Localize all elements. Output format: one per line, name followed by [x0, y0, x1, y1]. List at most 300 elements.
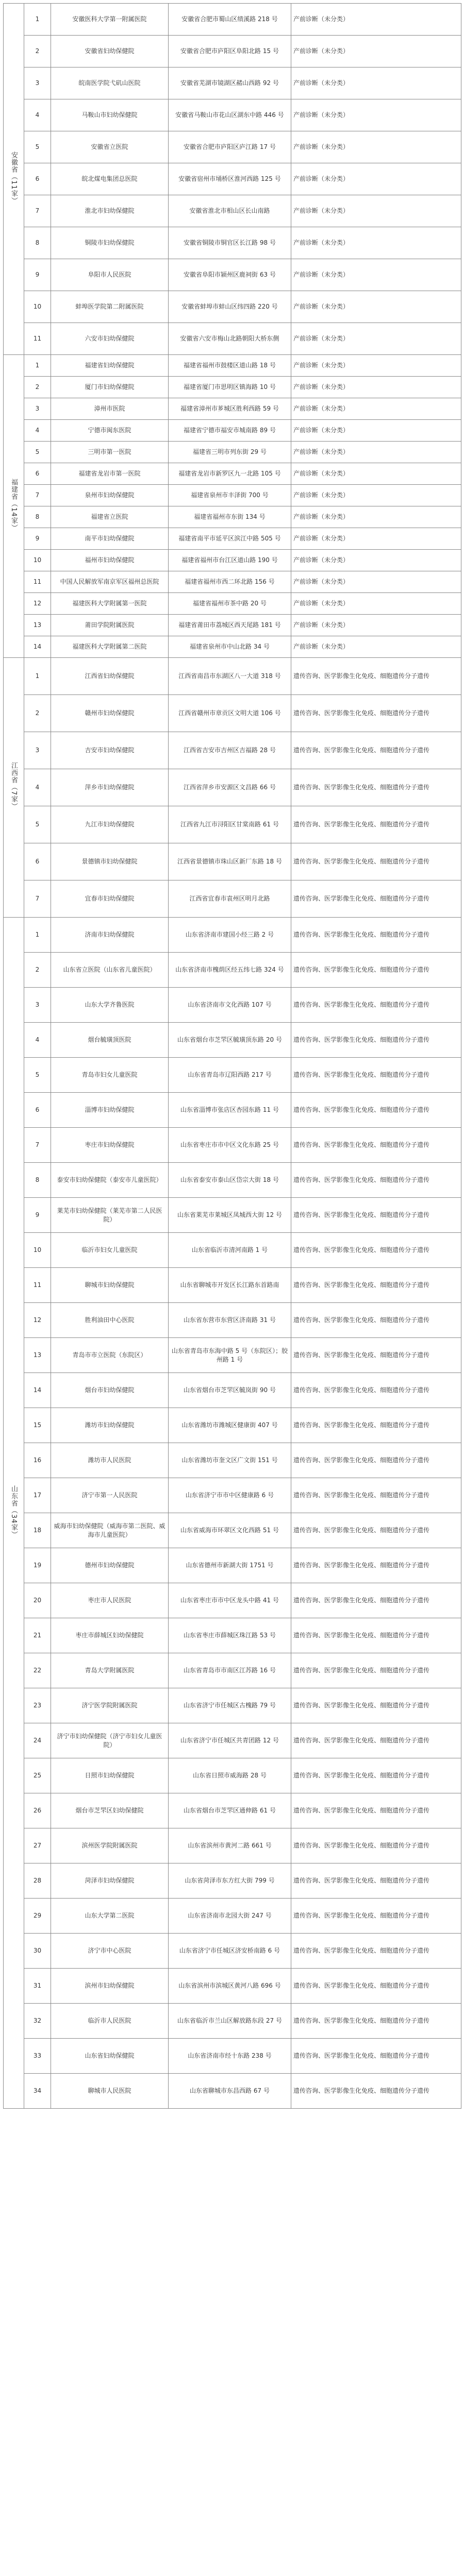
- hospital-address: 江西省赣州市章贡区文明大道 106 号: [169, 695, 291, 732]
- service-scope: 产前诊断（未分类）: [291, 463, 461, 485]
- table-row: [4, 615, 461, 636]
- hospital-name: 福建省立医院: [51, 506, 169, 528]
- row-number: 33: [24, 2039, 51, 2074]
- service-scope: 遗传咨询、医学影像生化免疫、细胞遗传分子遗传: [291, 1758, 461, 1793]
- row-number: 18: [24, 1513, 51, 1548]
- hospital-name: 六安市妇幼保健院: [51, 323, 169, 355]
- row-number: 12: [24, 593, 51, 615]
- row-number: 3: [24, 988, 51, 1023]
- service-scope: 产前诊断（未分类）: [291, 377, 461, 398]
- service-scope: 遗传咨询、医学影像生化免疫、细胞遗传分子遗传: [291, 732, 461, 769]
- row-number: 6: [24, 163, 51, 195]
- hospital-name: 滨州市妇幼保健院: [51, 1969, 169, 2004]
- hospital-address: 山东省济宁市任城区济安桥南路 6 号: [169, 1934, 291, 1969]
- row-number: 2: [24, 377, 51, 398]
- hospital-address: 福建省厦门市思明区镇海路 10 号: [169, 377, 291, 398]
- row-number: 11: [24, 323, 51, 355]
- row-number: 29: [24, 1899, 51, 1934]
- row-number: 1: [24, 355, 51, 377]
- hospital-address: 福建省三明市列东街 29 号: [169, 442, 291, 463]
- service-scope: 遗传咨询、医学影像生化免疫、细胞遗传分子遗传: [291, 1023, 461, 1058]
- hospital-name: 青岛市市立医院（东院区）: [51, 1338, 169, 1373]
- hospital-address: 山东省潍坊市潍城区健康街 407 号: [169, 1408, 291, 1443]
- province-label: 安徽省（11家）: [10, 151, 18, 205]
- province-cell: [4, 658, 24, 918]
- service-scope: 遗传咨询、医学影像生化免疫、细胞遗传分子遗传: [291, 1128, 461, 1163]
- row-number: 10: [24, 1233, 51, 1268]
- hospital-name: 山东大学第二医院: [51, 1899, 169, 1934]
- hospital-address: 江西省萍乡市安源区文昌路 66 号: [169, 769, 291, 806]
- table-row: [4, 1303, 461, 1338]
- hospital-address: 福建省漳州市芗城区胜利西路 59 号: [169, 398, 291, 420]
- service-scope: 产前诊断（未分类）: [291, 571, 461, 593]
- row-number: 7: [24, 485, 51, 506]
- table-row: [4, 1268, 461, 1303]
- service-scope: 产前诊断（未分类）: [291, 195, 461, 227]
- hospital-address: 福建省龙岩市新罗区九一北路 105 号: [169, 463, 291, 485]
- service-scope: 遗传咨询、医学影像生化免疫、细胞遗传分子遗传: [291, 1198, 461, 1233]
- table-row: [4, 1093, 461, 1128]
- service-scope: 遗传咨询、医学影像生化免疫、细胞遗传分子遗传: [291, 1338, 461, 1373]
- hospital-address: 江西省南昌市东湖区八一大道 318 号: [169, 658, 291, 695]
- service-scope: 遗传咨询、医学影像生化免疫、细胞遗传分子遗传: [291, 2004, 461, 2039]
- hospital-address: 山东省淄博市张店区杏园东路 11 号: [169, 1093, 291, 1128]
- service-scope: 遗传咨询、医学影像生化免疫、细胞遗传分子遗传: [291, 1058, 461, 1093]
- table-row: [4, 732, 461, 769]
- row-number: 25: [24, 1758, 51, 1793]
- row-number: 9: [24, 1198, 51, 1233]
- hospital-name: 马鞍山市妇幼保健院: [51, 99, 169, 131]
- service-scope: 遗传咨询、医学影像生化免疫、细胞遗传分子遗传: [291, 1583, 461, 1618]
- table-row: [4, 131, 461, 163]
- table-row: [4, 1688, 461, 1723]
- service-scope: 产前诊断（未分类）: [291, 67, 461, 99]
- service-scope: 遗传咨询、医学影像生化免疫、细胞遗传分子遗传: [291, 1723, 461, 1758]
- service-scope: 遗传咨询、医学影像生化免疫、细胞遗传分子遗传: [291, 1093, 461, 1128]
- hospital-name: 吉安市妇幼保健院: [51, 732, 169, 769]
- table-row: [4, 67, 461, 99]
- hospital-name: 日照市妇幼保健院: [51, 1758, 169, 1793]
- row-number: 24: [24, 1723, 51, 1758]
- table-row: [4, 1653, 461, 1688]
- row-number: 34: [24, 2074, 51, 2109]
- table-row: [4, 1899, 461, 1934]
- service-scope: 遗传咨询、医学影像生化免疫、细胞遗传分子遗传: [291, 1969, 461, 2004]
- hospital-name: 潍坊市人民医院: [51, 1443, 169, 1478]
- service-scope: 遗传咨询、医学影像生化免疫、细胞遗传分子遗传: [291, 843, 461, 880]
- hospital-address: 山东省莱芜市莱城区凤城西大街 12 号: [169, 1198, 291, 1233]
- row-number: 26: [24, 1793, 51, 1828]
- table-row: [4, 291, 461, 323]
- service-scope: 产前诊断（未分类）: [291, 636, 461, 658]
- hospital-name: 莆田学院附属医院: [51, 615, 169, 636]
- hospital-address: 山东省聊城市东昌西路 67 号: [169, 2074, 291, 2109]
- hospital-address: 江西省宜春市袁州区明月北路: [169, 880, 291, 918]
- service-scope: 遗传咨询、医学影像生化免疫、细胞遗传分子遗传: [291, 1828, 461, 1863]
- service-scope: 遗传咨询、医学影像生化免疫、细胞遗传分子遗传: [291, 1373, 461, 1408]
- hospital-address: 山东省聊城市开发区长江路东首路南: [169, 1268, 291, 1303]
- table-row: [4, 806, 461, 843]
- hospital-address: 山东省烟台市芝罘区毓璜顶东路 20 号: [169, 1023, 291, 1058]
- row-number: 2: [24, 695, 51, 732]
- table-row: [4, 953, 461, 988]
- hospital-name: 宜春市妇幼保健院: [51, 880, 169, 918]
- row-number: 8: [24, 1163, 51, 1198]
- hospital-address: 山东省滨州市滨城区黄河八路 696 号: [169, 1969, 291, 2004]
- table-row: [4, 571, 461, 593]
- hospital-address: 安徽省六安市梅山北路朝阳大桥东侧: [169, 323, 291, 355]
- row-number: 7: [24, 1128, 51, 1163]
- table-row: [4, 1023, 461, 1058]
- service-scope: 产前诊断（未分类）: [291, 163, 461, 195]
- hospital-address: 山东省潍坊市奎文区广文街 151 号: [169, 1443, 291, 1478]
- service-scope: 遗传咨询、医学影像生化免疫、细胞遗传分子遗传: [291, 1618, 461, 1653]
- hospital-name: 安徽省妇幼保健院: [51, 36, 169, 67]
- table-row: [4, 636, 461, 658]
- hospital-name: 安徽医科大学第一附属医院: [51, 4, 169, 36]
- hospital-name: 铜陵市妇幼保健院: [51, 227, 169, 259]
- hospital-address: 福建省泉州市中山北路 34 号: [169, 636, 291, 658]
- hospital-address: 安徽省宿州市埇桥区淮河西路 125 号: [169, 163, 291, 195]
- row-number: 2: [24, 36, 51, 67]
- row-number: 3: [24, 398, 51, 420]
- hospital-address: 福建省福州市台江区道山路 190 号: [169, 550, 291, 571]
- row-number: 14: [24, 636, 51, 658]
- row-number: 1: [24, 4, 51, 36]
- row-number: 4: [24, 99, 51, 131]
- table-row: [4, 36, 461, 67]
- hospital-name: 泰安市妇幼保健院（泰安市儿童医院）: [51, 1163, 169, 1198]
- table-row: [4, 550, 461, 571]
- row-number: 7: [24, 880, 51, 918]
- table-row: [4, 2004, 461, 2039]
- table-row: [4, 259, 461, 291]
- row-number: 2: [24, 953, 51, 988]
- hospital-name: 淮北市妇幼保健院: [51, 195, 169, 227]
- row-number: 7: [24, 195, 51, 227]
- hospital-name: 枣庄市人民医院: [51, 1583, 169, 1618]
- service-scope: 产前诊断（未分类）: [291, 442, 461, 463]
- hospital-name: 滨州医学院附属医院: [51, 1828, 169, 1863]
- hospital-name: 宁德市闽东医院: [51, 420, 169, 442]
- row-number: 20: [24, 1583, 51, 1618]
- hospital-address: 山东省威海市环翠区文化西路 51 号: [169, 1513, 291, 1548]
- table-row: [4, 1583, 461, 1618]
- table-row: [4, 769, 461, 806]
- service-scope: 产前诊断（未分类）: [291, 506, 461, 528]
- row-number: 1: [24, 658, 51, 695]
- table-row: [4, 1128, 461, 1163]
- service-scope: 遗传咨询、医学影像生化免疫、细胞遗传分子遗传: [291, 1653, 461, 1688]
- service-scope: 遗传咨询、医学影像生化免疫、细胞遗传分子遗传: [291, 1513, 461, 1548]
- row-number: 22: [24, 1653, 51, 1688]
- table-row: [4, 1373, 461, 1408]
- hospital-name: 烟台毓璜顶医院: [51, 1023, 169, 1058]
- row-number: 10: [24, 550, 51, 571]
- table-row: [4, 1338, 461, 1373]
- service-scope: 遗传咨询、医学影像生化免疫、细胞遗传分子遗传: [291, 1688, 461, 1723]
- hospital-name: 山东省立医院（山东省儿童医院）: [51, 953, 169, 988]
- province-label: 江西省（7家）: [10, 762, 18, 810]
- hospital-name: 福建医科大学附属第二医院: [51, 636, 169, 658]
- hospital-name: 皖南医学院弋矶山医院: [51, 67, 169, 99]
- service-scope: 遗传咨询、医学影像生化免疫、细胞遗传分子遗传: [291, 988, 461, 1023]
- province-cell: [4, 355, 24, 658]
- hospital-name: 德州市妇幼保健院: [51, 1548, 169, 1583]
- table-row: [4, 528, 461, 550]
- row-number: 19: [24, 1548, 51, 1583]
- hospital-name: 泉州市妇幼保健院: [51, 485, 169, 506]
- row-number: 11: [24, 1268, 51, 1303]
- row-number: 13: [24, 615, 51, 636]
- table-row: [4, 1793, 461, 1828]
- hospital-address: 福建省福州市东街 134 号: [169, 506, 291, 528]
- table-row: [4, 227, 461, 259]
- table-row: [4, 1758, 461, 1793]
- hospital-address: 福建省泉州市丰泽街 700 号: [169, 485, 291, 506]
- service-scope: 产前诊断（未分类）: [291, 323, 461, 355]
- row-number: 14: [24, 1373, 51, 1408]
- table-row: [4, 1408, 461, 1443]
- document: [3, 3, 461, 2109]
- service-scope: 遗传咨询、医学影像生化免疫、细胞遗传分子遗传: [291, 1443, 461, 1478]
- hospital-name: 济宁市妇幼保健院（济宁市妇女儿童医院）: [51, 1723, 169, 1758]
- hospital-name: 山东省妇幼保健院: [51, 2039, 169, 2074]
- service-scope: 产前诊断（未分类）: [291, 227, 461, 259]
- hospital-name: 临沂市人民医院: [51, 2004, 169, 2039]
- row-number: 4: [24, 769, 51, 806]
- hospital-name: 厦门市妇幼保健院: [51, 377, 169, 398]
- service-scope: 遗传咨询、医学影像生化免疫、细胞遗传分子遗传: [291, 1793, 461, 1828]
- hospital-name: 聊城市妇幼保健院: [51, 1268, 169, 1303]
- row-number: 3: [24, 67, 51, 99]
- service-scope: 产前诊断（未分类）: [291, 291, 461, 323]
- hospital-address: 山东省青岛市东海中路 5 号（东院区）；胶州路 1 号: [169, 1338, 291, 1373]
- province-cell: [4, 4, 24, 355]
- service-scope: 遗传咨询、医学影像生化免疫、细胞遗传分子遗传: [291, 806, 461, 843]
- table-row: [4, 1723, 461, 1758]
- table-row: [4, 1828, 461, 1863]
- hospital-address: 江西省景德镇市珠山区新厂东路 18 号: [169, 843, 291, 880]
- hospital-name: 济宁市第一人民医院: [51, 1478, 169, 1513]
- hospital-address: 江西省九江市浔阳区甘棠南路 61 号: [169, 806, 291, 843]
- table-row: [4, 1863, 461, 1899]
- province-cell: [4, 918, 24, 2109]
- row-number: 21: [24, 1618, 51, 1653]
- hospital-address: 安徽省阜阳市颍州区鹿祠街 63 号: [169, 259, 291, 291]
- hospital-address: 山东省临沂市兰山区解放路东段 27 号: [169, 2004, 291, 2039]
- service-scope: 产前诊断（未分类）: [291, 550, 461, 571]
- table-row: [4, 1233, 461, 1268]
- table-row: [4, 695, 461, 732]
- table-row: [4, 2039, 461, 2074]
- hospital-address: 山东省济南市经十东路 238 号: [169, 2039, 291, 2074]
- table-row: [4, 4, 461, 36]
- hospital-table-body: [4, 4, 461, 2109]
- service-scope: 遗传咨询、医学影像生化免疫、细胞遗传分子遗传: [291, 658, 461, 695]
- row-number: 1: [24, 918, 51, 953]
- service-scope: 遗传咨询、医学影像生化免疫、细胞遗传分子遗传: [291, 1478, 461, 1513]
- hospital-address: 安徽省蚌埠市蚌山区纬四路 220 号: [169, 291, 291, 323]
- hospital-address: 山东省烟台市芝罘区通伸路 61 号: [169, 1793, 291, 1828]
- hospital-name: 阜阳市人民医院: [51, 259, 169, 291]
- row-number: 8: [24, 227, 51, 259]
- row-number: 13: [24, 1338, 51, 1373]
- hospital-address: 安徽省合肥市蜀山区绩溪路 218 号: [169, 4, 291, 36]
- hospital-name: 烟台市芝罘区妇幼保健院: [51, 1793, 169, 1828]
- service-scope: 遗传咨询、医学影像生化免疫、细胞遗传分子遗传: [291, 769, 461, 806]
- service-scope: 产前诊断（未分类）: [291, 485, 461, 506]
- hospital-name: 济宁医学院附属医院: [51, 1688, 169, 1723]
- service-scope: 遗传咨询、医学影像生化免疫、细胞遗传分子遗传: [291, 1268, 461, 1303]
- hospital-name: 福建省妇幼保健院: [51, 355, 169, 377]
- hospital-name: 烟台市妇幼保健院: [51, 1373, 169, 1408]
- hospital-name: 赣州市妇幼保健院: [51, 695, 169, 732]
- row-number: 3: [24, 732, 51, 769]
- service-scope: 遗传咨询、医学影像生化免疫、细胞遗传分子遗传: [291, 695, 461, 732]
- hospital-address: 福建省宁德市福安市城南路 89 号: [169, 420, 291, 442]
- service-scope: 遗传咨询、医学影像生化免疫、细胞遗传分子遗传: [291, 2074, 461, 2109]
- service-scope: 产前诊断（未分类）: [291, 593, 461, 615]
- hospital-address: 福建省福州市鼓楼区道山路 18 号: [169, 355, 291, 377]
- hospital-address: 安徽省合肥市庐阳区庐江路 17 号: [169, 131, 291, 163]
- hospital-address: 山东省济南市槐荫区经五纬七路 324 号: [169, 953, 291, 988]
- hospital-address: 安徽省合肥市庐阳区阜阳北路 15 号: [169, 36, 291, 67]
- hospital-address: 山东省济南市文化西路 107 号: [169, 988, 291, 1023]
- hospital-address: 山东省枣庄市市中区龙头中路 41 号: [169, 1583, 291, 1618]
- table-row: [4, 323, 461, 355]
- service-scope: 产前诊断（未分类）: [291, 398, 461, 420]
- hospital-address: 福建省福州市茶中路 20 号: [169, 593, 291, 615]
- table-row: [4, 506, 461, 528]
- row-number: 5: [24, 806, 51, 843]
- hospital-name: 萍乡市妇幼保健院: [51, 769, 169, 806]
- hospital-address: 山东省滨州市黄河二路 661 号: [169, 1828, 291, 1863]
- row-number: 6: [24, 1093, 51, 1128]
- hospital-name: 漳州市医院: [51, 398, 169, 420]
- table-row: [4, 1198, 461, 1233]
- hospital-name: 聊城市人民医院: [51, 2074, 169, 2109]
- table-row: [4, 1969, 461, 2004]
- service-scope: 产前诊断（未分类）: [291, 355, 461, 377]
- table-row: [4, 843, 461, 880]
- row-number: 11: [24, 571, 51, 593]
- row-number: 17: [24, 1478, 51, 1513]
- service-scope: 产前诊断（未分类）: [291, 528, 461, 550]
- hospital-address: 山东省青岛市辽阳西路 217 号: [169, 1058, 291, 1093]
- hospital-name: 南平市妇幼保健院: [51, 528, 169, 550]
- row-number: 5: [24, 131, 51, 163]
- hospital-name: 济宁市中心医院: [51, 1934, 169, 1969]
- hospital-name: 枣庄市妇幼保健院: [51, 1128, 169, 1163]
- row-number: 28: [24, 1863, 51, 1899]
- row-number: 4: [24, 420, 51, 442]
- hospital-address: 福建省莆田市荔城区西天尾路 181 号: [169, 615, 291, 636]
- hospital-name: 莱芜市妇幼保健院（莱芜市第二人民医院）: [51, 1198, 169, 1233]
- hospital-address: 山东省青岛市市南区江苏路 16 号: [169, 1653, 291, 1688]
- service-scope: 遗传咨询、医学影像生化免疫、细胞遗传分子遗传: [291, 1863, 461, 1899]
- hospital-name: 威海市妇幼保健院（威海市第二医院、威海市儿童医院）: [51, 1513, 169, 1548]
- hospital-name: 皖北煤电集团总医院: [51, 163, 169, 195]
- hospital-name: 临沂市妇女儿童医院: [51, 1233, 169, 1268]
- service-scope: 产前诊断（未分类）: [291, 615, 461, 636]
- row-number: 32: [24, 2004, 51, 2039]
- row-number: 10: [24, 291, 51, 323]
- table-row: [4, 355, 461, 377]
- hospital-address: 山东省德州市新湖大街 1751 号: [169, 1548, 291, 1583]
- service-scope: 产前诊断（未分类）: [291, 259, 461, 291]
- hospital-address: 山东省济南市北园大街 247 号: [169, 1899, 291, 1934]
- service-scope: 遗传咨询、医学影像生化免疫、细胞遗传分子遗传: [291, 1899, 461, 1934]
- row-number: 27: [24, 1828, 51, 1863]
- row-number: 5: [24, 1058, 51, 1093]
- hospital-table: [3, 3, 461, 2109]
- hospital-name: 三明市第一医院: [51, 442, 169, 463]
- service-scope: 遗传咨询、医学影像生化免疫、细胞遗传分子遗传: [291, 1408, 461, 1443]
- row-number: 30: [24, 1934, 51, 1969]
- row-number: 6: [24, 463, 51, 485]
- table-row: [4, 99, 461, 131]
- hospital-address: 山东省济南市建国小经三路 2 号: [169, 918, 291, 953]
- service-scope: 遗传咨询、医学影像生化免疫、细胞遗传分子遗传: [291, 880, 461, 918]
- row-number: 16: [24, 1443, 51, 1478]
- hospital-name: 济南市妇幼保健院: [51, 918, 169, 953]
- hospital-address: 山东省临沂市清河南路 1 号: [169, 1233, 291, 1268]
- row-number: 6: [24, 843, 51, 880]
- service-scope: 遗传咨询、医学影像生化免疫、细胞遗传分子遗传: [291, 1163, 461, 1198]
- table-row: [4, 377, 461, 398]
- hospital-name: 九江市妇幼保健院: [51, 806, 169, 843]
- table-row: [4, 1513, 461, 1548]
- hospital-address: 山东省济宁市市中区健康路 6 号: [169, 1478, 291, 1513]
- table-row: [4, 658, 461, 695]
- row-number: 23: [24, 1688, 51, 1723]
- hospital-name: 青岛大学附属医院: [51, 1653, 169, 1688]
- province-label: 山东省（34家）: [10, 1485, 18, 1538]
- table-row: [4, 593, 461, 615]
- table-row: [4, 163, 461, 195]
- service-scope: 产前诊断（未分类）: [291, 131, 461, 163]
- hospital-name: 胜利油田中心医院: [51, 1303, 169, 1338]
- hospital-name: 潍坊市妇幼保健院: [51, 1408, 169, 1443]
- row-number: 9: [24, 259, 51, 291]
- hospital-name: 蚌埠医学院第二附属医院: [51, 291, 169, 323]
- hospital-address: 山东省泰安市泰山区岱宗大街 18 号: [169, 1163, 291, 1198]
- table-row: [4, 988, 461, 1023]
- table-row: [4, 420, 461, 442]
- table-row: [4, 1058, 461, 1093]
- table-row: [4, 918, 461, 953]
- table-row: [4, 1443, 461, 1478]
- row-number: 9: [24, 528, 51, 550]
- row-number: 5: [24, 442, 51, 463]
- service-scope: 产前诊断（未分类）: [291, 4, 461, 36]
- hospital-address: 山东省菏泽市东方红大街 799 号: [169, 1863, 291, 1899]
- hospital-address: 福建省福州市西二环北路 156 号: [169, 571, 291, 593]
- row-number: 15: [24, 1408, 51, 1443]
- hospital-name: 江西省妇幼保健院: [51, 658, 169, 695]
- hospital-name: 安徽省立医院: [51, 131, 169, 163]
- row-number: 8: [24, 506, 51, 528]
- row-number: 4: [24, 1023, 51, 1058]
- hospital-address: 山东省烟台市芝罘区毓岚街 90 号: [169, 1373, 291, 1408]
- hospital-name: 山东大学齐鲁医院: [51, 988, 169, 1023]
- hospital-address: 山东省枣庄市薛城区珠江路 53 号: [169, 1618, 291, 1653]
- service-scope: 产前诊断（未分类）: [291, 36, 461, 67]
- hospital-address: 山东省济宁市任城区古槐路 79 号: [169, 1688, 291, 1723]
- province-label: 福建省（14家）: [10, 478, 18, 532]
- hospital-address: 安徽省芜湖市镜湖区赭山西路 92 号: [169, 67, 291, 99]
